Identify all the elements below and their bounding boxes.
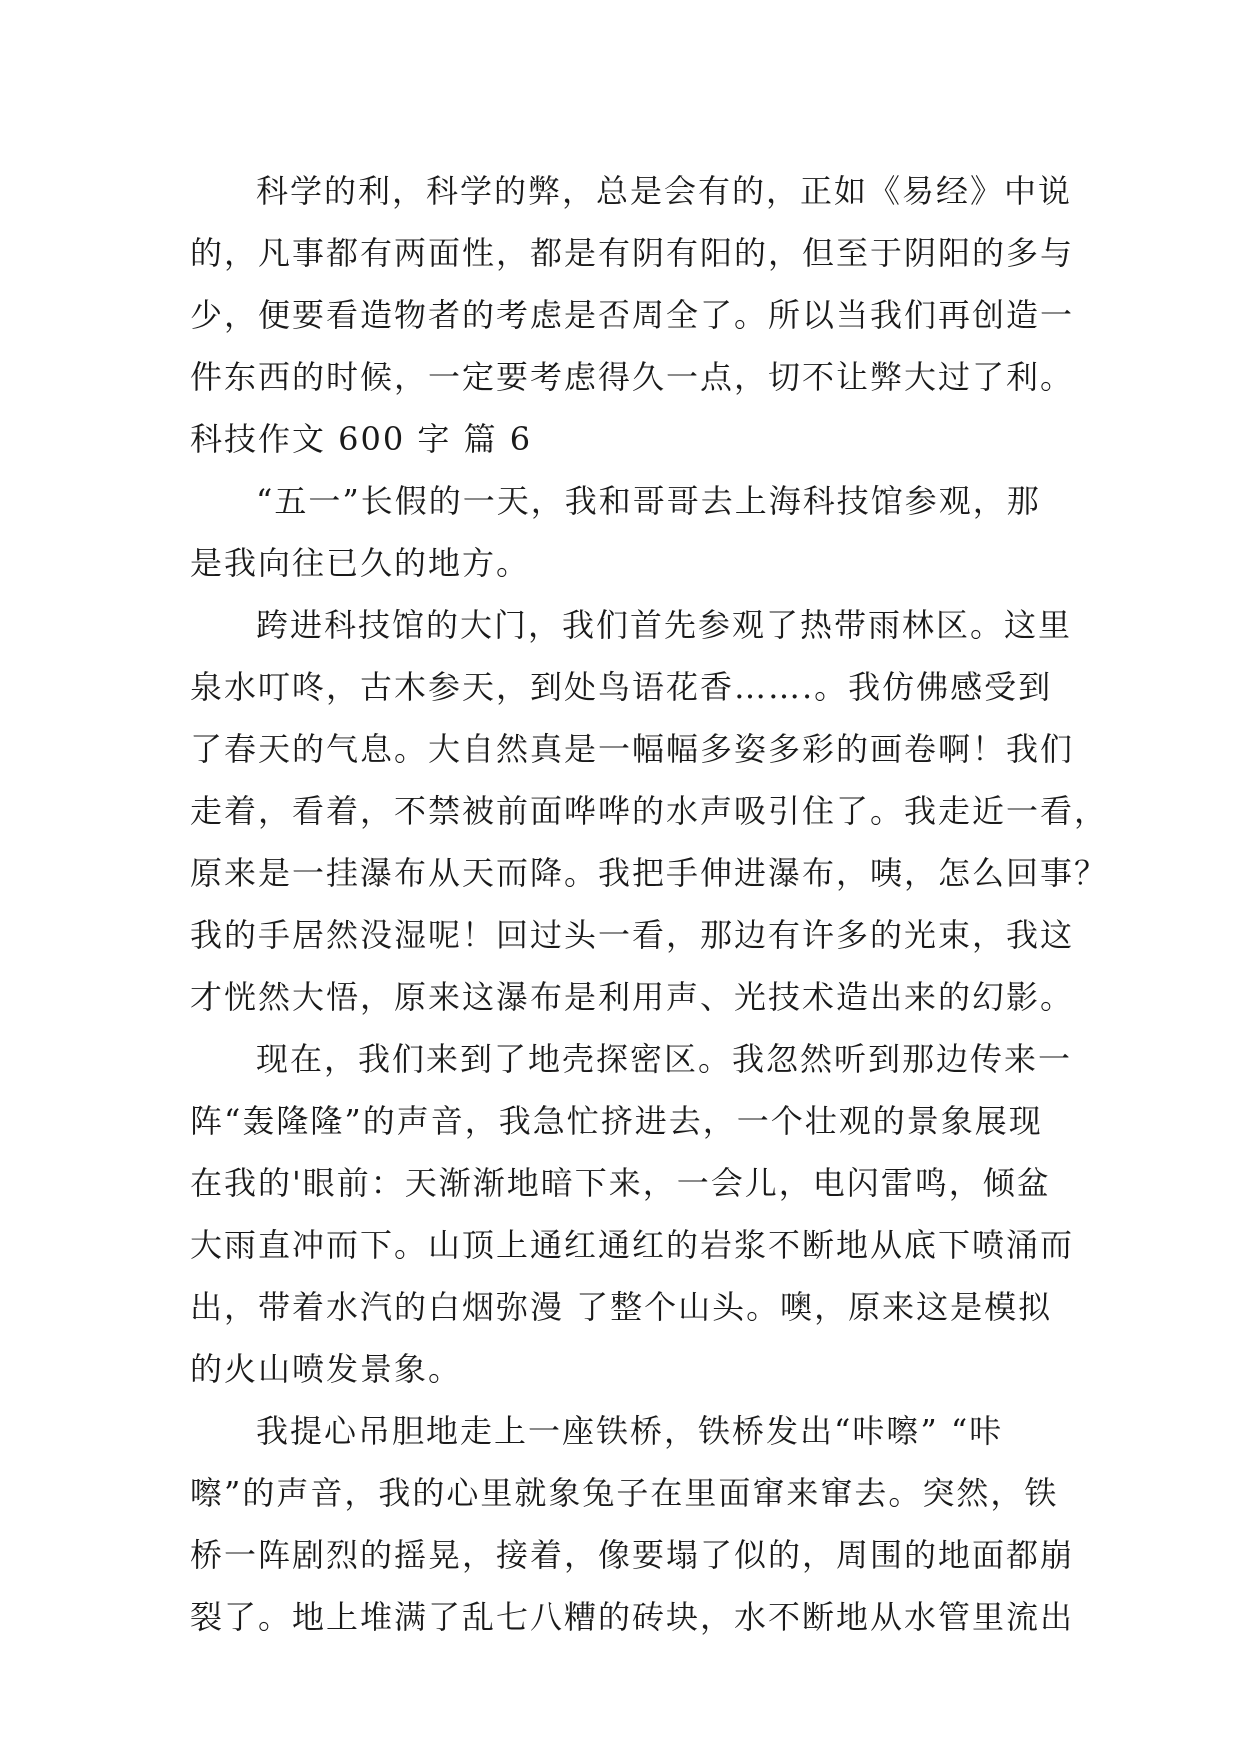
paragraph-5 <box>190 1400 1075 1648</box>
text-line: “五一”长假的一天，我和哥哥去上海科技馆参观，那 <box>256 482 1041 520</box>
text-line: 我的手居然没湿呢！回过头一看，那边有许多的光束，我这 <box>190 916 1075 954</box>
text-line: 在我的'眼前：天渐渐地暗下来，一会儿，电闪雷鸣，倾盆 <box>190 1164 1051 1202</box>
text-line: 原来是一挂瀑布从天而降。我把手伸进瀑布，咦，怎么回事？ <box>190 854 1109 892</box>
text-line: 我提心吊胆地走上一座铁桥，铁桥发出“咔嚓” “咔 <box>256 1412 1004 1450</box>
text-line: 大雨直冲而下。山顶上通红通红的岩浆不断地从底下喷涌而 <box>190 1226 1075 1264</box>
text-line: 现在，我们来到了地壳探密区。我忽然听到那边传来一 <box>256 1040 1073 1078</box>
text-line: 出，带着水汽的白烟弥漫 了整个山头。噢，原来这是模拟 <box>190 1288 1053 1326</box>
paragraph-2 <box>190 470 1050 594</box>
text-line: 跨进科技馆的大门，我们首先参观了热带雨林区。这里 <box>256 606 1073 644</box>
text-line: 的火山喷发景象。 <box>190 1350 463 1388</box>
paragraph-4 <box>190 1028 1075 1400</box>
text-line: 裂了。地上堆满了乱七八糟的砖块，水不断地从水管里流出 <box>190 1598 1075 1636</box>
text-line: 科学的利，科学的弊，总是会有的，正如《易经》中说 <box>256 172 1073 210</box>
paragraph-3 <box>190 594 1109 1028</box>
text-line: 少，便要看造物者的考虑是否周全了。所以当我们再创造一 <box>190 296 1075 334</box>
text-line: 是我向往已久的地方。 <box>190 544 531 582</box>
text-line: 才恍然大悟，原来这瀑布是利用声、光技术造出来的幻影。 <box>190 978 1075 1016</box>
paragraph-1 <box>190 160 1075 408</box>
document-body <box>190 160 1109 1648</box>
text-line: 了春天的气息。大自然真是一幅幅多姿多彩的画卷啊！我们 <box>190 730 1075 768</box>
text-line: 桥一阵剧烈的摇晃，接着，像要塌了似的，周围的地面都崩 <box>190 1536 1075 1574</box>
text-line: 走着，看着，不禁被前面哗哗的水声吸引住了。我走近一看， <box>190 792 1109 830</box>
section-heading: 科技作文 600 字 篇 6 <box>190 420 533 458</box>
text-line: 嚓”的声音，我的心里就象兔子在里面窜来窜去。突然，铁 <box>190 1474 1059 1512</box>
text-line: 泉水叮咚，古木参天，到处鸟语花香…….。我仿佛感受到 <box>190 668 1053 706</box>
text-line: 的，凡事都有两面性，都是有阴有阳的，但至于阴阳的多与 <box>190 234 1075 272</box>
text-line: 件东西的时候，一定要考虑得久一点，切不让弊大过了利。 <box>190 358 1075 396</box>
text-line: 阵“轰隆隆”的声音，我急忙挤进去，一个壮观的景象展现 <box>190 1102 1043 1140</box>
